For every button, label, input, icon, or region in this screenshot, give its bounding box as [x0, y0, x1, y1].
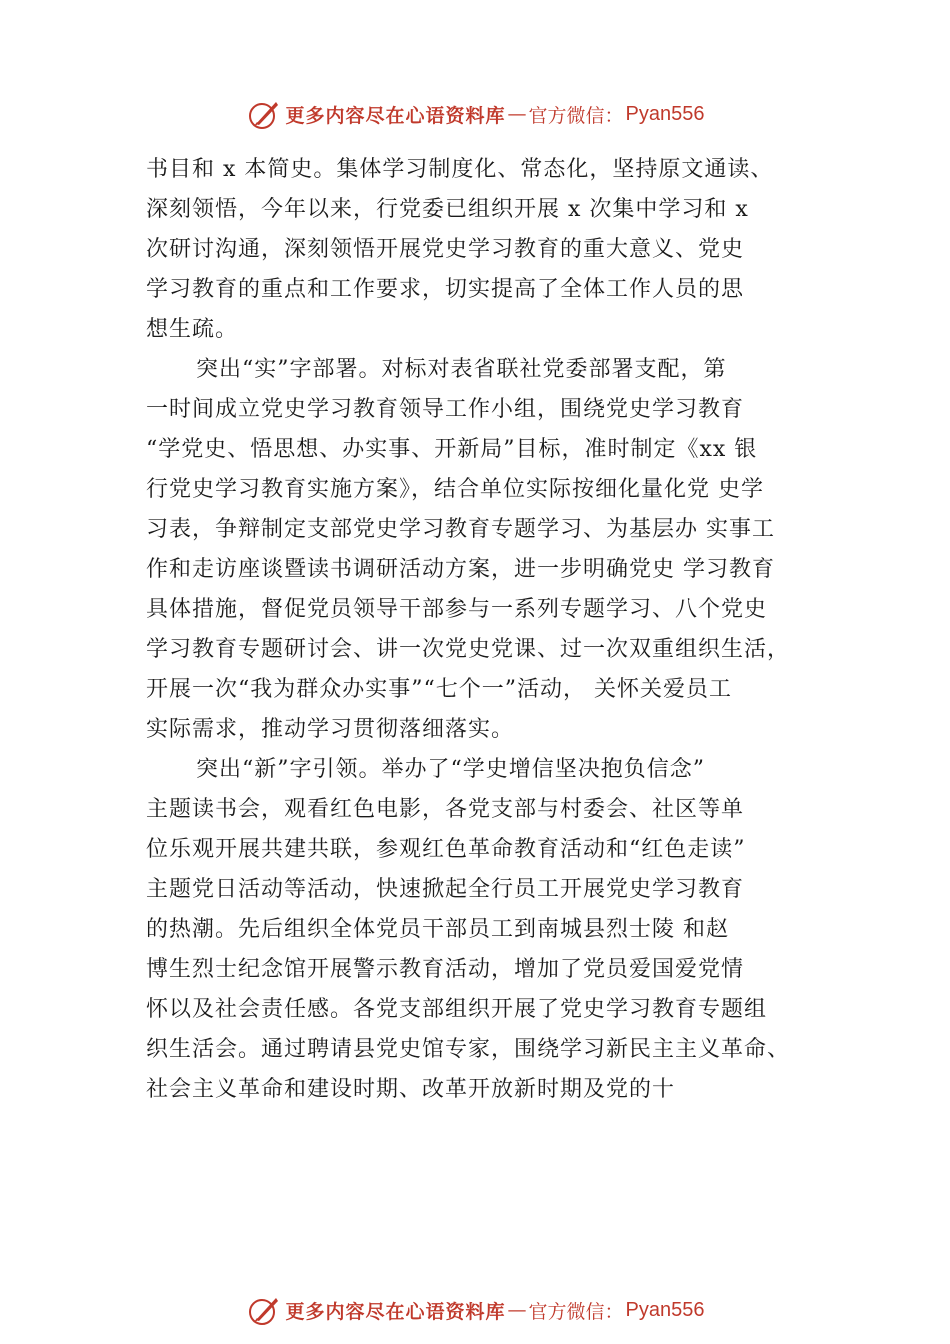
text-line: 习表，争辩制定支部党史学习教育专题学习、为基层办 实事工	[146, 517, 775, 542]
banner-wechat-id: Pyan556	[625, 1298, 705, 1321]
banner-official: 官方微信：	[528, 104, 624, 127]
text-line: 织生活会。通过聘请县党史馆专家，围绕学习新民主主义革命、	[146, 1037, 791, 1062]
banner-dash: —	[507, 103, 527, 125]
quill-pen-icon	[246, 96, 282, 132]
text-line: 的热潮。先后组织全体党员干部员工到南城县烈士陵 和赵	[146, 917, 729, 942]
banner-brand: 更多内容尽在心语资料库	[285, 104, 506, 127]
text-line: 次研讨沟通，深刻领悟开展党史学习教育的重大意义、党史	[146, 237, 745, 262]
banner-official: 官方微信：	[528, 1300, 624, 1323]
text-line: 想生疏。	[146, 317, 239, 342]
text-line: 行党史学习教育实施方案》，结合单位实际按细化量化党 史学	[146, 477, 764, 502]
banner-dash: —	[507, 1299, 527, 1321]
banner-brand: 更多内容尽在心语资料库	[285, 1300, 506, 1323]
paragraph-start-line: 突出“新”字引领。举办了“学史增信坚决抱负信念”	[196, 757, 705, 782]
text-line: 书目和 x 本简史。集体学习制度化、常态化，坚持原文通读、	[146, 157, 774, 182]
text-line: 一时间成立党史学习教育领导工作小组，围绕党史学习教育	[146, 397, 745, 422]
banner-wechat-id: Pyan556	[625, 102, 705, 125]
text-line: 主题党日活动等活动，快速掀起全行员工开展党史学习教育	[146, 877, 745, 902]
footer-banner	[0, 1290, 950, 1330]
text-line: 怀以及社会责任感。各党支部组织开展了党史学习教育专题组	[146, 997, 768, 1022]
text-line: 作和走访座谈暨读书调研活动方案，进一步明确党史 学习教育	[146, 557, 775, 582]
text-line: 社会主义革命和建设时期、改革开放新时期及党的十	[146, 1077, 676, 1102]
text-line: 具体措施，督促党员领导干部参与一系列专题学习、八个党史	[146, 597, 768, 622]
paragraph-start-line: 突出“实”字部署。对标对表省联社党委部署支配，第	[196, 357, 727, 382]
text-line: 学习教育的重点和工作要求，切实提高了全体工作人员的思	[146, 277, 745, 302]
text-line: “学党史、悟思想、办实事、开新局”目标，准时制定《xx 银	[146, 437, 758, 462]
text-line: 学习教育专题研讨会、讲一次党史党课、过一次双重组织生活，	[146, 637, 791, 662]
text-line: 博生烈士纪念馆开展警示教育活动，增加了党员爱国爱党情	[146, 957, 745, 982]
text-line: 开展一次“我为群众办实事”“七个一”活动， 关怀关爱员工	[146, 677, 732, 702]
text-line: 实际需求，推动学习贯彻落细落实。	[146, 717, 515, 742]
quill-pen-icon	[246, 1292, 282, 1328]
text-line: 深刻领悟，今年以来，行党委已组织开展 x 次集中学习和 x	[146, 197, 749, 222]
text-line: 主题读书会，观看红色电影，各党支部与村委会、社区等单	[146, 797, 745, 822]
document-body	[146, 150, 846, 1110]
header-banner	[0, 94, 950, 134]
text-line: 位乐观开展共建共联，参观红色革命教育活动和“红色走读”	[146, 837, 746, 862]
